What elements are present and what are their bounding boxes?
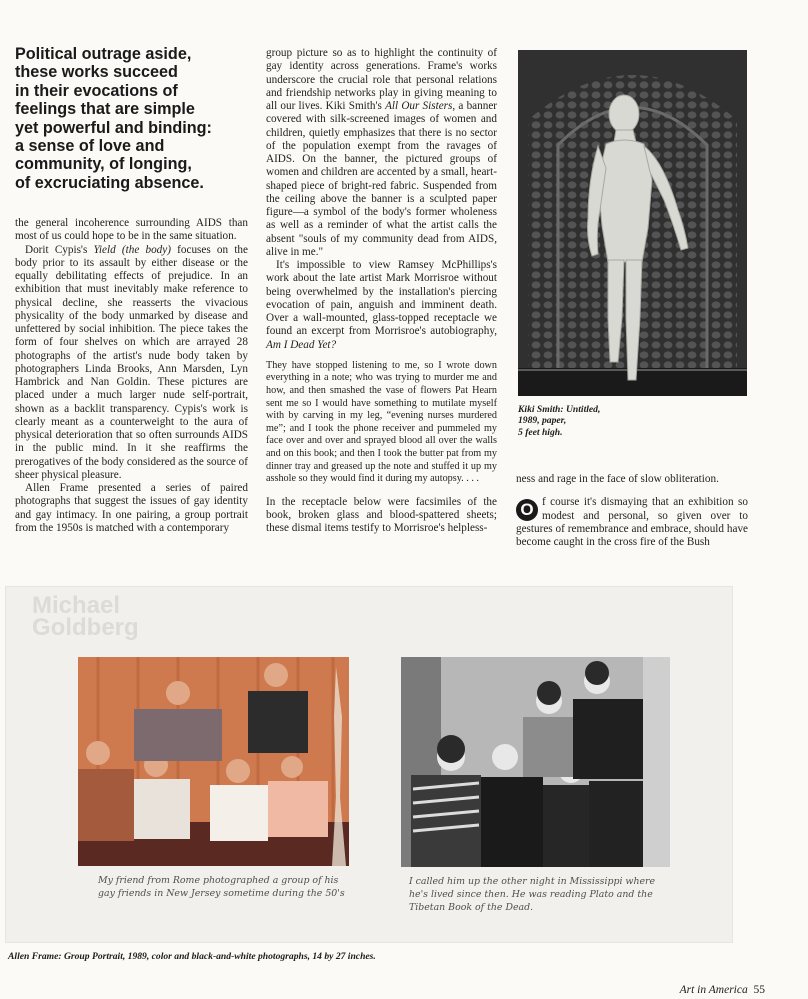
paragraph (266, 47, 497, 259)
article-column-2 (266, 47, 497, 535)
pull-quote-line: in their evocations of (15, 81, 178, 100)
page-footer (680, 984, 765, 997)
pull-quote-line: yet powerful and binding: (15, 118, 212, 137)
paragraph: ness and rage in the face of slow obliteration. (516, 473, 719, 485)
page-number: 55 (753, 984, 765, 996)
photo-caption: Allen Frame: Group Portrait, 1989, color and black-and-white photographs, 14 by 27 inches. (8, 951, 376, 962)
paragraph: Allen Frame presented a series of paired photographs that suggest the issues of gay identity and gay intimacy. In one pairing, a group portrait from the 1950s is matched with a contemporary (15, 482, 248, 534)
group-portrait-bw-photo (401, 657, 670, 867)
magazine-name: Art in America (679, 984, 748, 996)
pull-quote (15, 45, 253, 192)
sculpture-caption (518, 404, 678, 438)
drop-cap: O (516, 499, 538, 521)
pull-quote-line: community, of longing, (15, 155, 192, 174)
paragraph (266, 259, 497, 352)
book-title: Am I Dead Yet? (266, 338, 337, 351)
ghost-text: Goldberg (32, 614, 139, 641)
artwork-title: All Our Sisters (385, 100, 453, 112)
pull-quote-line: these works succeed (15, 63, 178, 82)
ghost-text: Michael (32, 592, 121, 619)
block-quote-text: They have stopped listening to me, so I wrote down everything in a note; who was trying to murder me and how, and then smashed the vase of flowers Pat Hearn sent me so I would have something to mutilate myself with by carving in my leg, “evening nurses murdered me”; and I took the phone receiver and pummeled my face over and over and sprayed blood all over the walls and on this book; and then I took the butter pat from my dinner tray and greased up the note and stuffed it up my asshole so they would find it during my autopsy. . . . (266, 359, 497, 485)
paragraph-text: , a banner covered with silk-screened images of women and children, quietly emphasizes that there is no sector of the population exempt from the ravages of AIDS. On the banner, the pictured groups of women and children are accented by a small, heart-shaped piece of bright-red fabric. Suspended from the ceiling above the banner is a sculpted paper figure—a symbol of the body's former wholeness as well as a reminder of what the artist calls the absent "souls of my community dead from AIDS, alive in me." (266, 100, 498, 258)
sculpture-photo-art (518, 50, 747, 396)
caption-line: 5 feet high. (518, 426, 563, 438)
artwork-title: Yield (the body) (93, 243, 171, 256)
article-column-1 (15, 217, 248, 535)
handwritten-note-left: My friend from Rome photographed a group of his gay friends in New Jersey sometime during the 50's (98, 875, 345, 899)
block-quote (266, 360, 497, 486)
pull-quote-line: Political outrage aside, (15, 45, 192, 63)
article-column-3 (516, 473, 748, 549)
caption-line: 1989, paper, (518, 415, 567, 427)
pull-quote-line: of excruciating absence. (15, 173, 204, 192)
paragraph-text: focuses on the body prior to its assault by either disease or the equally debilitating effects of prejudice. In an exhibition that must inevitably make reference to physical decline, she reasserts the vivacious physicality of the body unmarked by disease and unfettered by social inhibition. The piece takes the form of four shelves on which are arrayed 28 photographs of the artist's nude body taken by photographers Linda Brooks, Ann Marsden, Lyn Hambrick and Nan Goldin. These pictures are placed under a much larger nude self-portrait, shown as a backlit transparency. Cypis's work is clearly meant as a counterweight to the aura of physical deterioration that so often surrounds AIDS in the public mind. In it she reaffirms the prerogatives of the body considered as the source of sheer physical pleasure. (15, 243, 248, 481)
paragraph-text: It's impossible to view Ramsey McPhillips's work about the late artist Mark Morrisroe without being overwhelmed by the installation's piercing evocation of pain, anguish and imminent death. Over a wall-mounted, glass-topped receptacle we found an excerpt from Morrisroe's autobiography, (266, 259, 497, 338)
kiki-smith-sculpture-photo (518, 50, 747, 396)
paragraph-text: group picture so as to highlight the continuity of gay identity across generations. Frame's works underscore the crucial role that personal relations and friendship networks play in giving meaning to all our lives. Kiki Smith's (266, 47, 497, 112)
handwritten-note-right: I called him up the other night in Mississippi where he's lived since then. He was reading Plato and the Tibetan Book of the Dead. (409, 876, 656, 913)
paragraph (516, 496, 748, 549)
group-portrait-color-photo (78, 657, 349, 866)
pull-quote-line: a sense of love and (15, 137, 165, 156)
paragraph: the general incoherence surrounding AIDS than most of us could hope to be in the same situation. (15, 217, 248, 243)
pull-quote-line: feelings that are simple (15, 100, 195, 119)
paragraph: In the receptacle below were facsimiles of the book, broken glass and blood-spattered sheets; these dismal items testify to Morrisroe's helpless- (266, 495, 497, 535)
color-photo-art (78, 657, 349, 866)
bw-photo-art (401, 657, 670, 867)
paragraph (15, 244, 248, 483)
paragraph-text: f course it's dismaying that an exhibition so modest and personal, so given over to gestures of remembrance and embrace, should have become caught in the cross fire of the Bush (516, 496, 748, 548)
paragraph-text: Dorit Cypis's (25, 243, 94, 256)
caption-line: Kiki Smith: Untitled, (518, 404, 601, 415)
